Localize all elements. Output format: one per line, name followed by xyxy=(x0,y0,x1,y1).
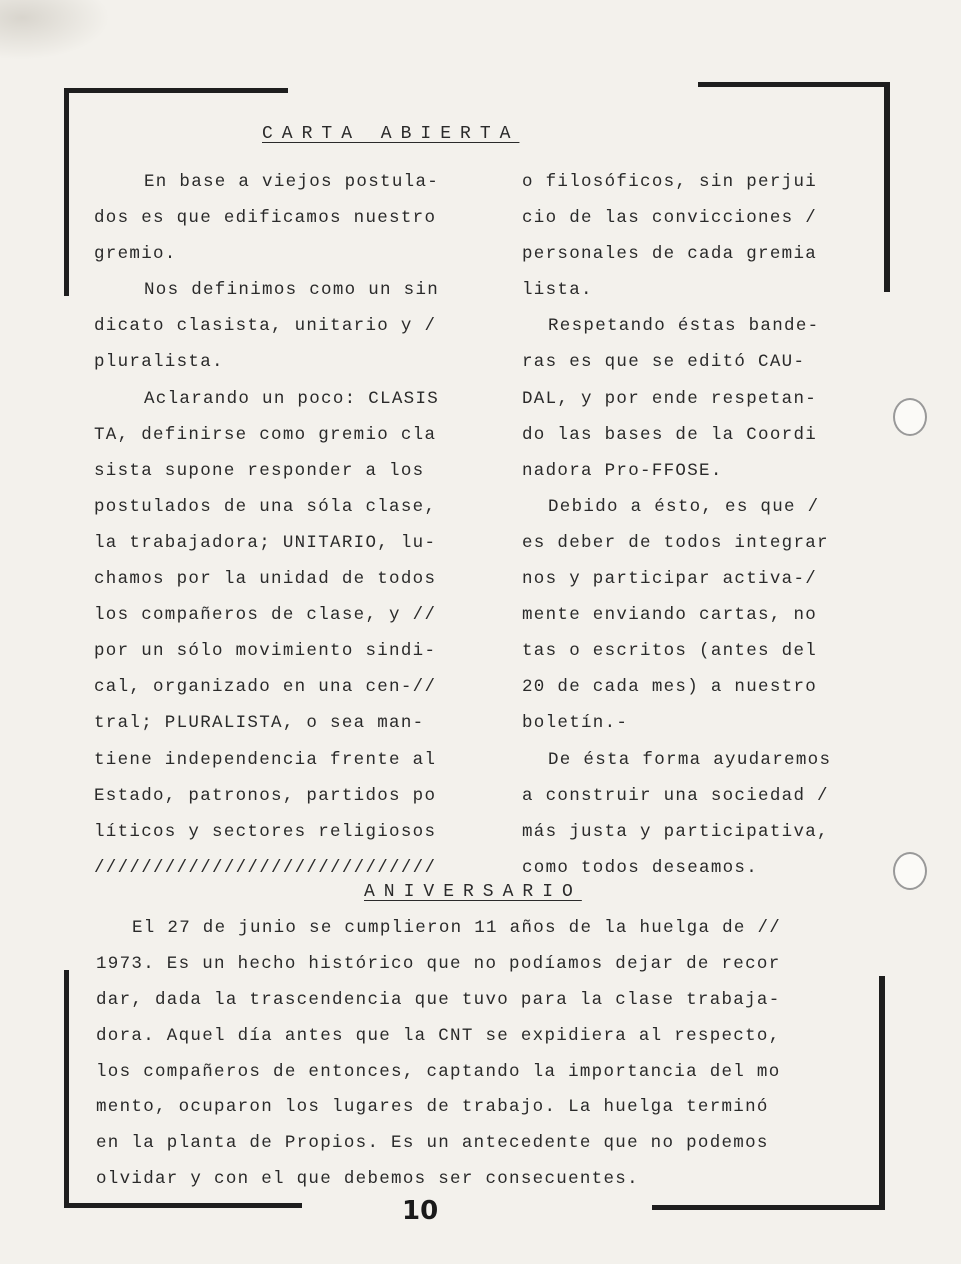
bottom-frame-right-vertical xyxy=(879,976,885,1210)
paper-stain xyxy=(0,0,110,60)
top-frame-right-bar xyxy=(698,82,890,87)
text-line: lista. xyxy=(522,280,593,301)
text-line: postulados de una sóla clase, xyxy=(94,496,437,517)
text-line: do las bases de la Coordi xyxy=(522,424,818,445)
text-line: 20 de cada mes) a nuestro xyxy=(522,677,818,698)
text-line: tral; PLURALISTA, o sea man- xyxy=(94,713,425,734)
text-line: olvidar y con el que debemos ser consecuentes. xyxy=(96,1169,639,1190)
page-number: 10 xyxy=(402,1196,439,1226)
text-line: chamos por la unidad de todos xyxy=(94,569,437,590)
text-line: tiene independencia frente al xyxy=(94,749,437,770)
text-line: es deber de todos integrar xyxy=(522,532,829,553)
text-line: mento, ocuparon los lugares de trabajo. La huelga terminó xyxy=(96,1097,769,1118)
text-line: nos y participar activa-/ xyxy=(522,569,818,590)
text-line: la trabajadora; UNITARIO, lu- xyxy=(94,532,437,553)
bottom-frame-left-vertical xyxy=(64,970,69,1208)
text-line: por un sólo movimiento sindi- xyxy=(94,641,437,662)
right-column xyxy=(522,164,867,886)
text-line: En base a viejos postula- xyxy=(144,172,440,192)
text-line: los compañeros de entonces, captando la importancia del mo xyxy=(96,1061,781,1082)
text-line: DAL, y por ende respetan- xyxy=(522,388,818,409)
top-frame-right-vertical xyxy=(884,82,890,292)
text-line: Respetando éstas bande- xyxy=(548,316,820,337)
article-title: CARTA ABIERTA xyxy=(262,124,520,144)
text-line: cal, organizado en una cen-// xyxy=(94,677,437,698)
binder-hole-bottom xyxy=(893,852,927,890)
text-line: 1973. Es un hecho histórico que no podíamos dejar de recor xyxy=(96,953,781,974)
text-line: gremio. xyxy=(94,244,177,265)
text-line: personales de cada gremia xyxy=(522,244,818,265)
top-frame-left-vertical xyxy=(64,88,69,296)
text-line: mente enviando cartas, no xyxy=(522,605,818,626)
text-line: De ésta forma ayudaremos xyxy=(548,749,832,770)
text-line: nadora Pro-FFOSE. xyxy=(522,460,723,481)
text-line: como todos deseamos. xyxy=(522,857,759,878)
text-line: dos es que edificamos nuestro xyxy=(94,208,437,229)
section-title: ANIVERSARIO xyxy=(364,882,582,902)
text-line: Estado, patronos, partidos po xyxy=(94,785,437,806)
text-line: boletín.- xyxy=(522,713,629,734)
text-line: Debido a ésto, es que / xyxy=(548,496,820,517)
text-line: los compañeros de clase, y // xyxy=(94,605,437,626)
text-line: o filosóficos, sin perjui xyxy=(522,172,818,192)
text-line: ///////////////////////////// xyxy=(94,857,437,878)
top-frame-left-bar xyxy=(64,88,288,93)
text-line: sista supone responder a los xyxy=(94,460,425,481)
text-line: tas o escritos (antes del xyxy=(522,641,818,662)
text-line: dora. Aquel día antes que la CNT se expidiera al respecto, xyxy=(96,1025,781,1046)
left-column xyxy=(94,164,494,886)
text-line: en la planta de Propios. Es un antecedente que no podemos xyxy=(96,1133,769,1154)
text-line: dicato clasista, unitario y / xyxy=(94,316,437,337)
text-line: dar, dada la trascendencia que tuvo para la clase trabaja- xyxy=(96,989,781,1010)
text-line: más justa y participativa, xyxy=(522,821,829,842)
text-line: TA, definirse como gremio cla xyxy=(94,424,437,445)
text-line: cio de las convicciones / xyxy=(522,208,818,229)
anniversary-text xyxy=(96,911,866,1198)
text-line: a construir una sociedad / xyxy=(522,785,829,806)
text-line: El 27 de junio se cumplieron 11 años de la huelga de // xyxy=(132,918,782,938)
text-line: líticos y sectores religiosos xyxy=(94,821,437,842)
bottom-frame-right-bar xyxy=(652,1205,885,1210)
text-line: pluralista. xyxy=(94,352,224,373)
text-line: Aclarando un poco: CLASIS xyxy=(144,388,440,409)
text-line: ras es que se editó CAU- xyxy=(522,352,806,373)
binder-hole-top xyxy=(893,398,927,436)
bottom-frame-left-bar xyxy=(64,1203,302,1208)
text-line: Nos definimos como un sin xyxy=(144,280,440,301)
